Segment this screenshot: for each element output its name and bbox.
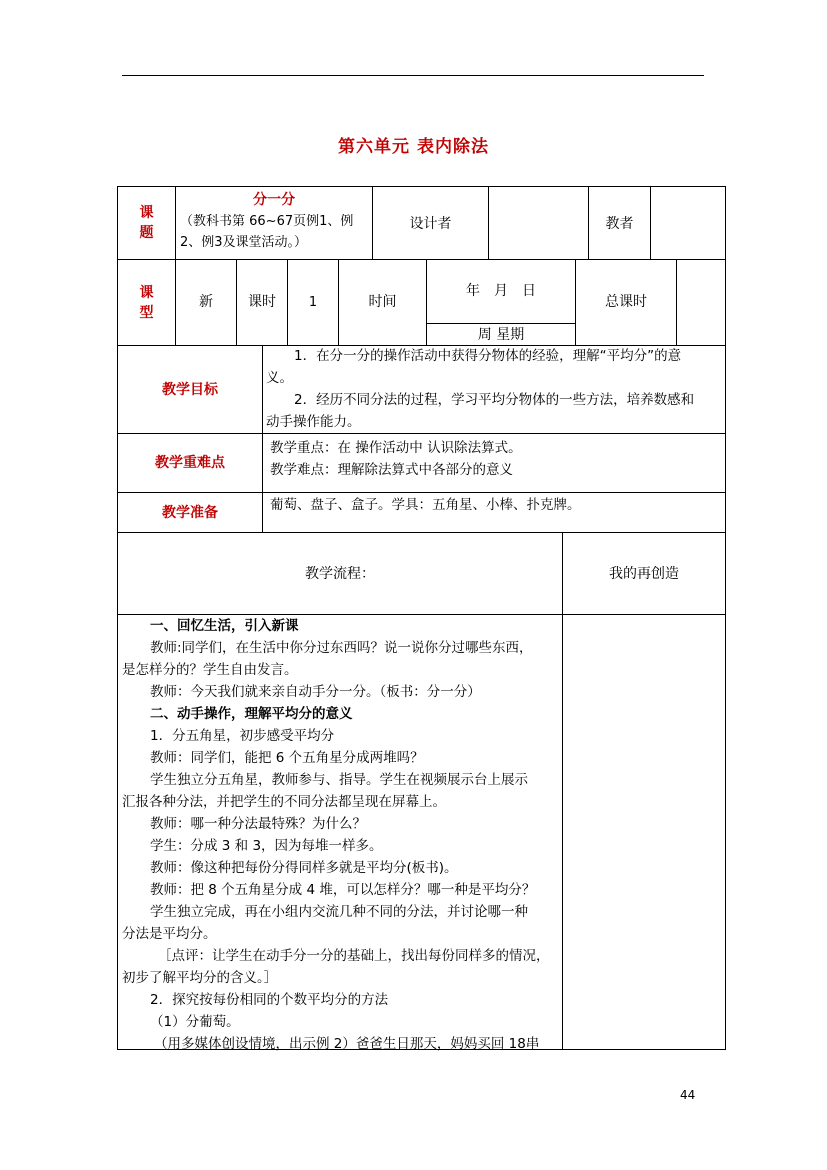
- key-points-text: [270, 437, 722, 491]
- table-border-right: [725, 186, 726, 1050]
- col-sep-middle: [262, 345, 263, 533]
- lesson-ref-line2: 2、例3及课堂活动。）: [180, 235, 308, 250]
- process-line: 是怎样分的？学生自由发言。: [122, 662, 298, 678]
- process-line: 教师：同学们，能把 6 个五角星分成两堆吗？: [150, 750, 424, 766]
- process-line: 学生独立分五角星，教师参与、指导。学生在视频展示台上展示: [150, 772, 528, 788]
- process-line: 1．分五角星，初步感受平均分: [150, 728, 335, 744]
- label-key-points: 教学重难点: [155, 455, 225, 471]
- process-line: （用多媒体创设情境，出示例 2）爸爸生日那天，妈妈买回 18串: [154, 1036, 540, 1052]
- hours-label: 课时: [248, 294, 276, 310]
- label-objectives: 教学目标: [162, 381, 218, 398]
- process-line: 教师：把 8 个五角星分成 4 堆，可以怎样分？哪一种是平均分？: [150, 882, 536, 898]
- process-line: 2．探究按每份相同的个数平均分的方法: [150, 992, 389, 1008]
- lesson-type-value: 新: [199, 294, 213, 310]
- key-points-line2: 教学难点：理解除法算式中各部分的意义: [270, 462, 513, 478]
- process-line: 教师：今天我们就来亲自动手分一分。（板书：分一分）: [150, 684, 481, 700]
- lesson-title: 分一分: [253, 192, 295, 208]
- page-number: 44: [680, 1088, 696, 1102]
- date-text: 年 月 日: [466, 283, 536, 299]
- label-lesson-topic-text: 课题: [139, 205, 154, 241]
- header-rule: [122, 75, 704, 76]
- label-lesson-type-text: 课型: [139, 284, 154, 321]
- process-line: 学生独立完成，再在小组内交流几种不同的分法，并讨论哪一种: [150, 904, 528, 920]
- objectives-line4: 动手操作能力。: [266, 414, 361, 430]
- label-preparation: 教学准备: [162, 504, 218, 521]
- week-text: 周 星期: [477, 326, 525, 343]
- recreate-header: 我的再创造: [609, 565, 679, 582]
- process-content: [122, 614, 562, 1055]
- process-line: 教师：像这种把每份分得同样多就是平均分(板书)。: [150, 860, 458, 876]
- process-line: 一、回忆生活，引入新课: [150, 618, 299, 634]
- process-line: 教师:同学们，在生活中你分过东西吗？说一说你分过哪些东西，: [150, 640, 533, 656]
- process-line: ［点评：让学生在动手分一分的基础上，找出每份同样多的情况，: [158, 948, 550, 964]
- process-header: 教学流程：: [305, 565, 375, 582]
- time-label: 时间: [368, 294, 397, 310]
- process-line: 教师：哪一种分法最特殊？为什么？: [150, 816, 366, 832]
- preparation-text: 葡萄、盘子、盒子。学具：五角星、小棒、扑克牌。: [270, 497, 581, 513]
- process-line: 二、动手操作，理解平均分的意义: [150, 706, 353, 722]
- designer-label: 设计者: [409, 216, 452, 232]
- label-lesson-type: [118, 260, 175, 345]
- objectives-text: [266, 345, 724, 433]
- teacher-value: [651, 187, 725, 259]
- total-hours-value: [677, 260, 725, 345]
- label-lesson-topic: [118, 187, 175, 259]
- objectives-line1: 1．在分一分的操作活动中获得分物体的经验，理解“平均分”的意: [294, 348, 682, 364]
- lesson-ref-line1: （教科书第 66~67页例1、例: [180, 214, 354, 229]
- lesson-topic-cell: [176, 190, 372, 258]
- key-points-line1: 教学重点：在 操作活动中 认识除法算式。: [270, 440, 522, 456]
- page-title: 第六单元 表内除法: [338, 137, 489, 157]
- teacher-label: 教者: [605, 216, 634, 232]
- objectives-line2: 义。: [266, 370, 293, 386]
- process-line: 初步了解平均分的含义。］: [122, 970, 278, 986]
- process-line: （1）分葡萄。: [150, 1014, 240, 1030]
- objectives-line3: 2．经历不同分法的过程，学习平均分物体的一些方法，培养数感和: [294, 392, 695, 408]
- total-hours-label: 总课时: [605, 294, 647, 310]
- designer-value: [489, 187, 588, 259]
- process-line: 汇报各种分法，并把学生的不同分法都呈现在屏幕上。: [122, 794, 446, 810]
- process-line: 分法是平均分。: [122, 926, 217, 942]
- hours-value: 1: [308, 295, 318, 310]
- process-line: 学生：分成 3 和 3，因为每堆一样多。: [150, 838, 383, 854]
